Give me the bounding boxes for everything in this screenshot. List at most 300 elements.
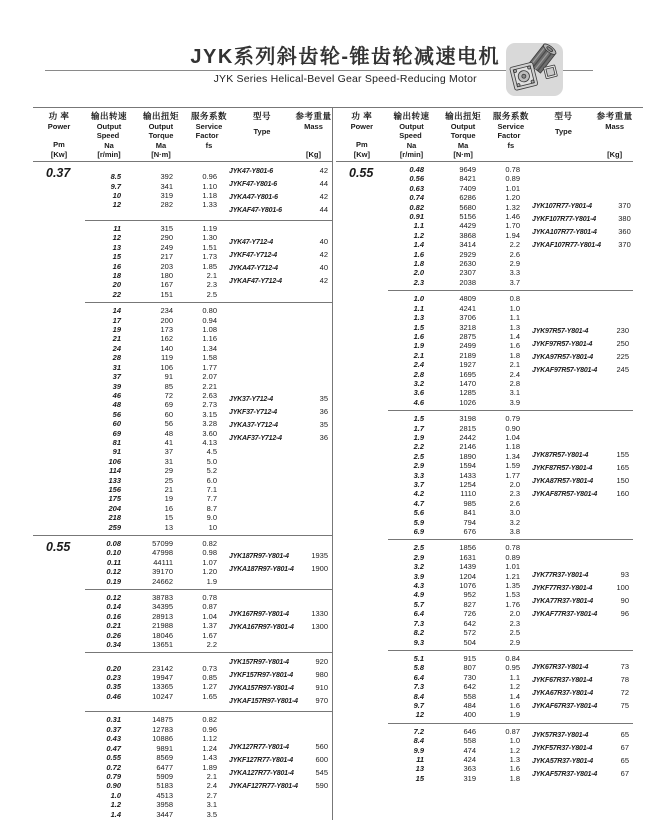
type-row (532, 462, 633, 475)
spec-row (388, 461, 532, 470)
type-row (229, 165, 332, 178)
spec-row (85, 558, 229, 567)
factor-value: 1.16 (202, 334, 217, 344)
torque-value: 985 (463, 498, 476, 508)
type-name: JYKA157R97-Y801-4 (229, 685, 294, 693)
column-header-symbol: Ma [N·m] (151, 140, 171, 159)
mass-value: 150 (616, 476, 629, 486)
speed-value: 0.12 (106, 593, 121, 603)
speed-value: 0.46 (106, 691, 121, 701)
factor-value: 1.1 (509, 313, 520, 323)
column-header (85, 112, 133, 161)
mass-value: 245 (616, 364, 629, 374)
torque-value: 572 (463, 628, 476, 638)
factor-value: 0.98 (202, 548, 217, 558)
speed-value: 1.4 (110, 809, 121, 819)
speed-value: 10 (112, 191, 121, 200)
torque-value: 558 (463, 736, 476, 746)
speed-value: 13 (112, 242, 121, 252)
speed-value: 4.3 (413, 581, 424, 591)
factor-value: 1.3 (509, 754, 520, 764)
spec-row (85, 191, 229, 200)
factor-value: 1.9 (206, 576, 217, 586)
speed-value: 6.9 (413, 527, 424, 537)
type-row (229, 393, 332, 406)
mass-value: 1330 (311, 609, 328, 619)
column-header-zh: 输出扭矩 (445, 111, 482, 121)
column-header-en: Type (554, 126, 572, 136)
type-name: JYKA127R77-Y801-4 (229, 770, 294, 778)
spec-tables (33, 107, 643, 820)
torque-value: 363 (463, 764, 476, 774)
speed-value: 19 (112, 325, 121, 335)
torque-value: 38783 (152, 593, 173, 603)
spec-row (388, 673, 532, 682)
mass-value: 360 (618, 227, 631, 237)
torque-value: 474 (463, 745, 476, 755)
factor-value: 1.34 (505, 451, 520, 461)
block-separator (388, 290, 633, 291)
torque-value: 642 (463, 618, 476, 628)
factor-value: 3.9 (509, 397, 520, 407)
factor-value: 1.35 (505, 581, 520, 591)
spec-row (85, 640, 229, 649)
type-list (532, 325, 633, 377)
table-body (33, 162, 332, 820)
torque-value: 827 (463, 599, 476, 609)
speed-value: 0.37 (106, 724, 121, 734)
factor-value: 1.46 (505, 212, 520, 222)
column-header (133, 112, 189, 161)
torque-value: 173 (160, 325, 173, 335)
factor-value: 0.79 (505, 414, 520, 424)
power-cell (33, 539, 85, 554)
speed-value: 0.14 (106, 602, 121, 612)
factor-value: 0.8 (509, 294, 520, 304)
spec-block (33, 164, 332, 218)
spec-row (388, 370, 532, 379)
torque-value: 16 (164, 503, 173, 513)
spec-row (388, 590, 532, 599)
factor-value: 9.0 (206, 513, 217, 523)
factor-value: 2.0 (509, 480, 520, 489)
factor-value: 3.7 (509, 277, 520, 287)
power-cell (33, 165, 85, 180)
factor-value: 1.18 (505, 442, 520, 452)
column-header (435, 112, 491, 161)
spec-row (388, 527, 532, 536)
speed-value: 3.3 (413, 470, 424, 480)
block-separator (388, 539, 633, 540)
spec-row (85, 602, 229, 611)
factor-value: 2.9 (509, 637, 520, 647)
torque-value: 646 (463, 726, 476, 736)
speed-value: 9.3 (413, 637, 424, 647)
type-name: JYKA97R57-Y801-4 (532, 353, 594, 361)
factor-value: 1.6 (509, 764, 520, 774)
torque-value: 2499 (459, 341, 476, 351)
spec-row (388, 221, 532, 230)
spec-rows (388, 543, 532, 646)
type-row (229, 406, 332, 419)
speed-value: 15 (112, 252, 121, 262)
speed-value: 1.2 (110, 800, 121, 810)
spec-row (388, 654, 532, 663)
speed-value: 2.5 (413, 451, 424, 461)
torque-value: 3447 (156, 809, 173, 819)
factor-value: 1.8 (509, 773, 520, 783)
torque-value: 2929 (459, 249, 476, 259)
column-header-symbol: Ma [N·m] (453, 140, 473, 159)
speed-value: 0.23 (106, 673, 121, 683)
speed-value: 5.1 (413, 653, 424, 663)
spec-row (388, 581, 532, 590)
speed-value: 15 (415, 773, 424, 783)
torque-value: 841 (463, 508, 476, 518)
factor-value: 0.90 (505, 423, 520, 433)
column-header-zh: 型号 (252, 111, 271, 121)
spec-row (388, 203, 532, 212)
spec-block (336, 413, 633, 537)
column-header-zh: 输出转速 (393, 111, 430, 121)
spec-row (85, 567, 229, 576)
factor-value: 1.77 (505, 470, 520, 480)
spec-block (336, 726, 633, 784)
torque-value: 1631 (459, 552, 476, 562)
mass-value: 250 (616, 338, 629, 348)
speed-value: 8.4 (413, 736, 424, 746)
spec-row (85, 744, 229, 753)
factor-value: 0.82 (202, 539, 217, 548)
factor-value: 2.9 (509, 259, 520, 269)
speed-value: 204 (108, 503, 121, 513)
column-header-en: Output Speed (399, 121, 424, 140)
speed-value: 3.2 (413, 378, 424, 388)
type-name: JYKA47-Y801-6 (229, 194, 278, 201)
type-name: JYK187R97-Y801-4 (229, 552, 289, 560)
factor-value: 1.27 (202, 682, 217, 692)
column-header-symbol: Pm [Kw] (50, 140, 68, 159)
column-header-zh: 功 率 (351, 111, 373, 121)
torque-value: 34395 (152, 602, 173, 612)
block-separator (85, 711, 332, 712)
torque-value: 203 (160, 261, 173, 271)
spec-row (85, 548, 229, 557)
type-name: JYKA167R97-Y801-4 (229, 624, 294, 632)
factor-value: 0.96 (202, 724, 217, 734)
torque-value: 1856 (459, 543, 476, 553)
speed-value: 7.3 (413, 682, 424, 692)
column-header-zh: 输出转速 (90, 111, 127, 121)
power-label: 0.55 (46, 540, 71, 554)
speed-value: 0.20 (106, 663, 121, 673)
title-block (190, 45, 500, 85)
spec-row (85, 243, 229, 252)
speed-value: 20 (112, 280, 121, 290)
torque-value: 3868 (459, 230, 476, 240)
column-header-zh: 型号 (554, 111, 573, 121)
speed-value: 1.3 (413, 313, 424, 323)
spec-block (336, 542, 633, 647)
column-header (33, 112, 85, 161)
factor-value: 2.1 (206, 771, 217, 781)
factor-value: 1.21 (505, 571, 520, 581)
type-list (532, 200, 635, 252)
type-name: JYK157R97-Y801-4 (229, 659, 289, 667)
spec-row (388, 250, 532, 259)
type-row (532, 582, 633, 595)
spec-row (388, 499, 532, 508)
spec-row (85, 664, 229, 673)
speed-value: 16 (112, 261, 121, 271)
torque-value: 484 (463, 700, 476, 710)
factor-value: 2.3 (509, 618, 520, 628)
type-row (229, 695, 332, 708)
table-header (336, 108, 633, 162)
type-name: JYK97R57-Y801-4 (532, 327, 589, 335)
speed-value: 0.35 (106, 682, 121, 692)
factor-value: 1.6 (509, 700, 520, 710)
factor-value: 3.0 (509, 508, 520, 518)
spec-row (388, 774, 532, 783)
column-header-en: Mass (304, 121, 323, 131)
factor-value: 1.85 (202, 261, 217, 271)
spec-row (85, 457, 229, 466)
spec-rows (388, 414, 532, 536)
type-list (229, 550, 332, 576)
type-name: JYKAF47-Y801-6 (229, 207, 282, 214)
factor-value: 2.63 (202, 390, 217, 400)
type-name: JYKAF97R57-Y801-4 (532, 366, 598, 374)
speed-value: 0.79 (106, 771, 121, 781)
speed-value: 12 (112, 233, 121, 243)
speed-value: 1.8 (413, 259, 424, 269)
column-header-symbol: Na [r/min] (97, 140, 121, 159)
speed-value: 2.1 (413, 350, 424, 360)
spec-row (388, 480, 532, 489)
factor-value: 1.43 (202, 753, 217, 763)
factor-value: 1.4 (509, 331, 520, 341)
spec-row (85, 692, 229, 701)
type-row (532, 755, 633, 768)
spec-row (388, 638, 532, 647)
column-header-en: Service Factor (195, 121, 223, 140)
spec-row (85, 438, 229, 447)
speed-value: 12 (112, 200, 121, 210)
type-row (532, 569, 633, 582)
factor-value: 0.87 (505, 726, 520, 736)
type-name: JYKAF47-Y712-4 (229, 277, 282, 285)
torque-value: 5909 (156, 771, 173, 781)
torque-value: 2307 (459, 268, 476, 278)
mass-value: 40 (319, 262, 328, 272)
mass-value: 65 (620, 729, 629, 739)
factor-value: 1.2 (509, 745, 520, 755)
type-name: JYK127R77-Y801-4 (229, 744, 289, 752)
torque-value: 72 (164, 390, 173, 400)
torque-value: 13651 (152, 640, 173, 650)
torque-value: 9649 (459, 165, 476, 174)
torque-value: 2146 (459, 442, 476, 452)
factor-value: 2.1 (206, 271, 217, 281)
factor-value: 2.2 (206, 640, 217, 650)
torque-value: 4429 (459, 221, 476, 231)
column-header-en: Output Torque (450, 121, 476, 140)
torque-value: 1110 (460, 489, 476, 499)
mass-value: 42 (319, 166, 328, 175)
torque-value: 1470 (459, 378, 476, 388)
spec-row (85, 280, 229, 289)
type-row (229, 432, 332, 445)
torque-value: 1285 (459, 388, 476, 398)
type-name: JYKF67R37-Y801-4 (532, 676, 593, 684)
type-name: JYK37-Y712-4 (229, 396, 273, 404)
type-name: JYKF127R77-Y801-4 (229, 757, 293, 765)
spec-row (85, 200, 229, 209)
torque-value: 2442 (459, 432, 476, 442)
speed-value: 2.9 (413, 552, 424, 562)
type-row (532, 661, 633, 674)
torque-value: 60 (164, 409, 173, 419)
torque-value: 25 (164, 475, 173, 485)
mass-value: 36 (319, 433, 328, 443)
power-label: 0.55 (349, 166, 374, 180)
factor-value: 2.5 (509, 628, 520, 638)
spec-row (85, 593, 229, 602)
spec-row (85, 763, 229, 772)
torque-value: 807 (463, 663, 476, 673)
mass-value: 36 (319, 407, 328, 417)
factor-value: 1.18 (202, 191, 217, 200)
type-list (229, 393, 332, 445)
mass-value: 370 (618, 240, 631, 250)
column-header-zh: 参考重量 (596, 111, 633, 121)
speed-value: 1.9 (413, 341, 424, 351)
speed-value: 13 (415, 764, 424, 774)
page-subtitle: JYK Series Helical-Bevel Gear Speed-Reducing Motor (213, 73, 477, 85)
speed-value: 4.2 (413, 489, 424, 499)
torque-value: 1076 (459, 581, 476, 591)
speed-value: 17 (112, 315, 121, 325)
factor-value: 1.08 (202, 325, 217, 335)
type-row (532, 729, 633, 742)
spec-rows (85, 593, 229, 649)
factor-value: 2.4 (509, 369, 520, 379)
spec-rows (85, 539, 229, 586)
speed-value: 9.7 (413, 700, 424, 710)
torque-value: 21 (164, 484, 173, 494)
type-name: JYKA67R37-Y801-4 (532, 689, 594, 697)
spec-row (388, 304, 532, 313)
mass-value: 1935 (311, 550, 328, 560)
factor-value: 7.7 (206, 494, 217, 504)
spec-row (388, 388, 532, 397)
type-list (532, 569, 633, 621)
type-row (532, 488, 633, 501)
type-name: JYKAF87R57-Y801-4 (532, 491, 598, 499)
speed-value: 8.2 (413, 628, 424, 638)
factor-value: 1.30 (202, 233, 217, 243)
spec-row (388, 736, 532, 745)
column-header-symbol: [Kg] (306, 149, 321, 159)
spec-row (85, 233, 229, 242)
type-name: JYKAF77R37-Y801-4 (532, 611, 598, 619)
spec-row (388, 543, 532, 552)
spec-row (388, 379, 532, 388)
factor-value: 1.94 (505, 230, 520, 240)
torque-value: 1594 (459, 461, 476, 471)
column-header-zh: 输出扭矩 (142, 111, 179, 121)
factor-value: 1.01 (505, 183, 520, 193)
type-name: JYKF57R37-Y801-4 (532, 744, 593, 752)
speed-value: 0.21 (106, 621, 121, 631)
spec-row (85, 523, 229, 532)
column-header-en: Mass (605, 121, 624, 131)
speed-value: 0.43 (106, 734, 121, 744)
factor-value: 0.85 (202, 673, 217, 683)
mass-value: 96 (620, 609, 629, 619)
column-header (388, 112, 436, 161)
factor-value: 1.3 (509, 322, 520, 332)
page-title: JYK系列斜齿轮-锥齿轮减速电机 (190, 46, 500, 68)
column-header (531, 112, 597, 161)
motor-product-image (506, 43, 563, 96)
spec-block (33, 714, 332, 819)
speed-value: 0.55 (106, 753, 121, 763)
factor-value: 1.0 (509, 736, 520, 746)
factor-value: 0.78 (202, 593, 217, 603)
speed-value: 4.7 (413, 498, 424, 508)
type-row (532, 595, 633, 608)
torque-value: 39170 (152, 567, 173, 577)
speed-value: 0.10 (106, 548, 121, 558)
torque-value: 47998 (152, 548, 173, 558)
spec-row (388, 268, 532, 277)
torque-value: 5183 (156, 781, 173, 791)
mass-value: 920 (315, 657, 328, 667)
type-row (229, 563, 332, 576)
type-name: JYK57R37-Y801-4 (532, 731, 589, 739)
speed-value: 0.72 (106, 762, 121, 772)
column-header (491, 112, 531, 161)
type-row (532, 213, 635, 226)
speed-value: 48 (112, 400, 121, 410)
factor-value: 2.2 (509, 240, 520, 250)
column-header-symbol: Na [r/min] (399, 140, 424, 159)
factor-value: 5.2 (206, 466, 217, 476)
spec-row (85, 673, 229, 682)
torque-value: 3414 (459, 240, 476, 250)
torque-value: 6477 (156, 762, 173, 772)
spec-row (85, 781, 229, 790)
type-list (229, 656, 332, 708)
torque-value: 31 (164, 456, 173, 466)
factor-value: 7.1 (206, 484, 217, 494)
type-row (532, 325, 633, 338)
speed-value: 1.6 (413, 331, 424, 341)
factor-value: 0.84 (505, 653, 520, 663)
speed-value: 2.9 (413, 461, 424, 471)
speed-value: 5.8 (413, 663, 424, 673)
spec-table-right (333, 108, 633, 820)
speed-value: 1.0 (413, 294, 424, 304)
type-row (229, 754, 332, 767)
mass-value: 380 (618, 214, 631, 224)
spec-row (85, 513, 229, 522)
torque-value: 12783 (152, 724, 173, 734)
factor-value: 3.2 (509, 517, 520, 527)
torque-value: 341 (160, 181, 173, 191)
